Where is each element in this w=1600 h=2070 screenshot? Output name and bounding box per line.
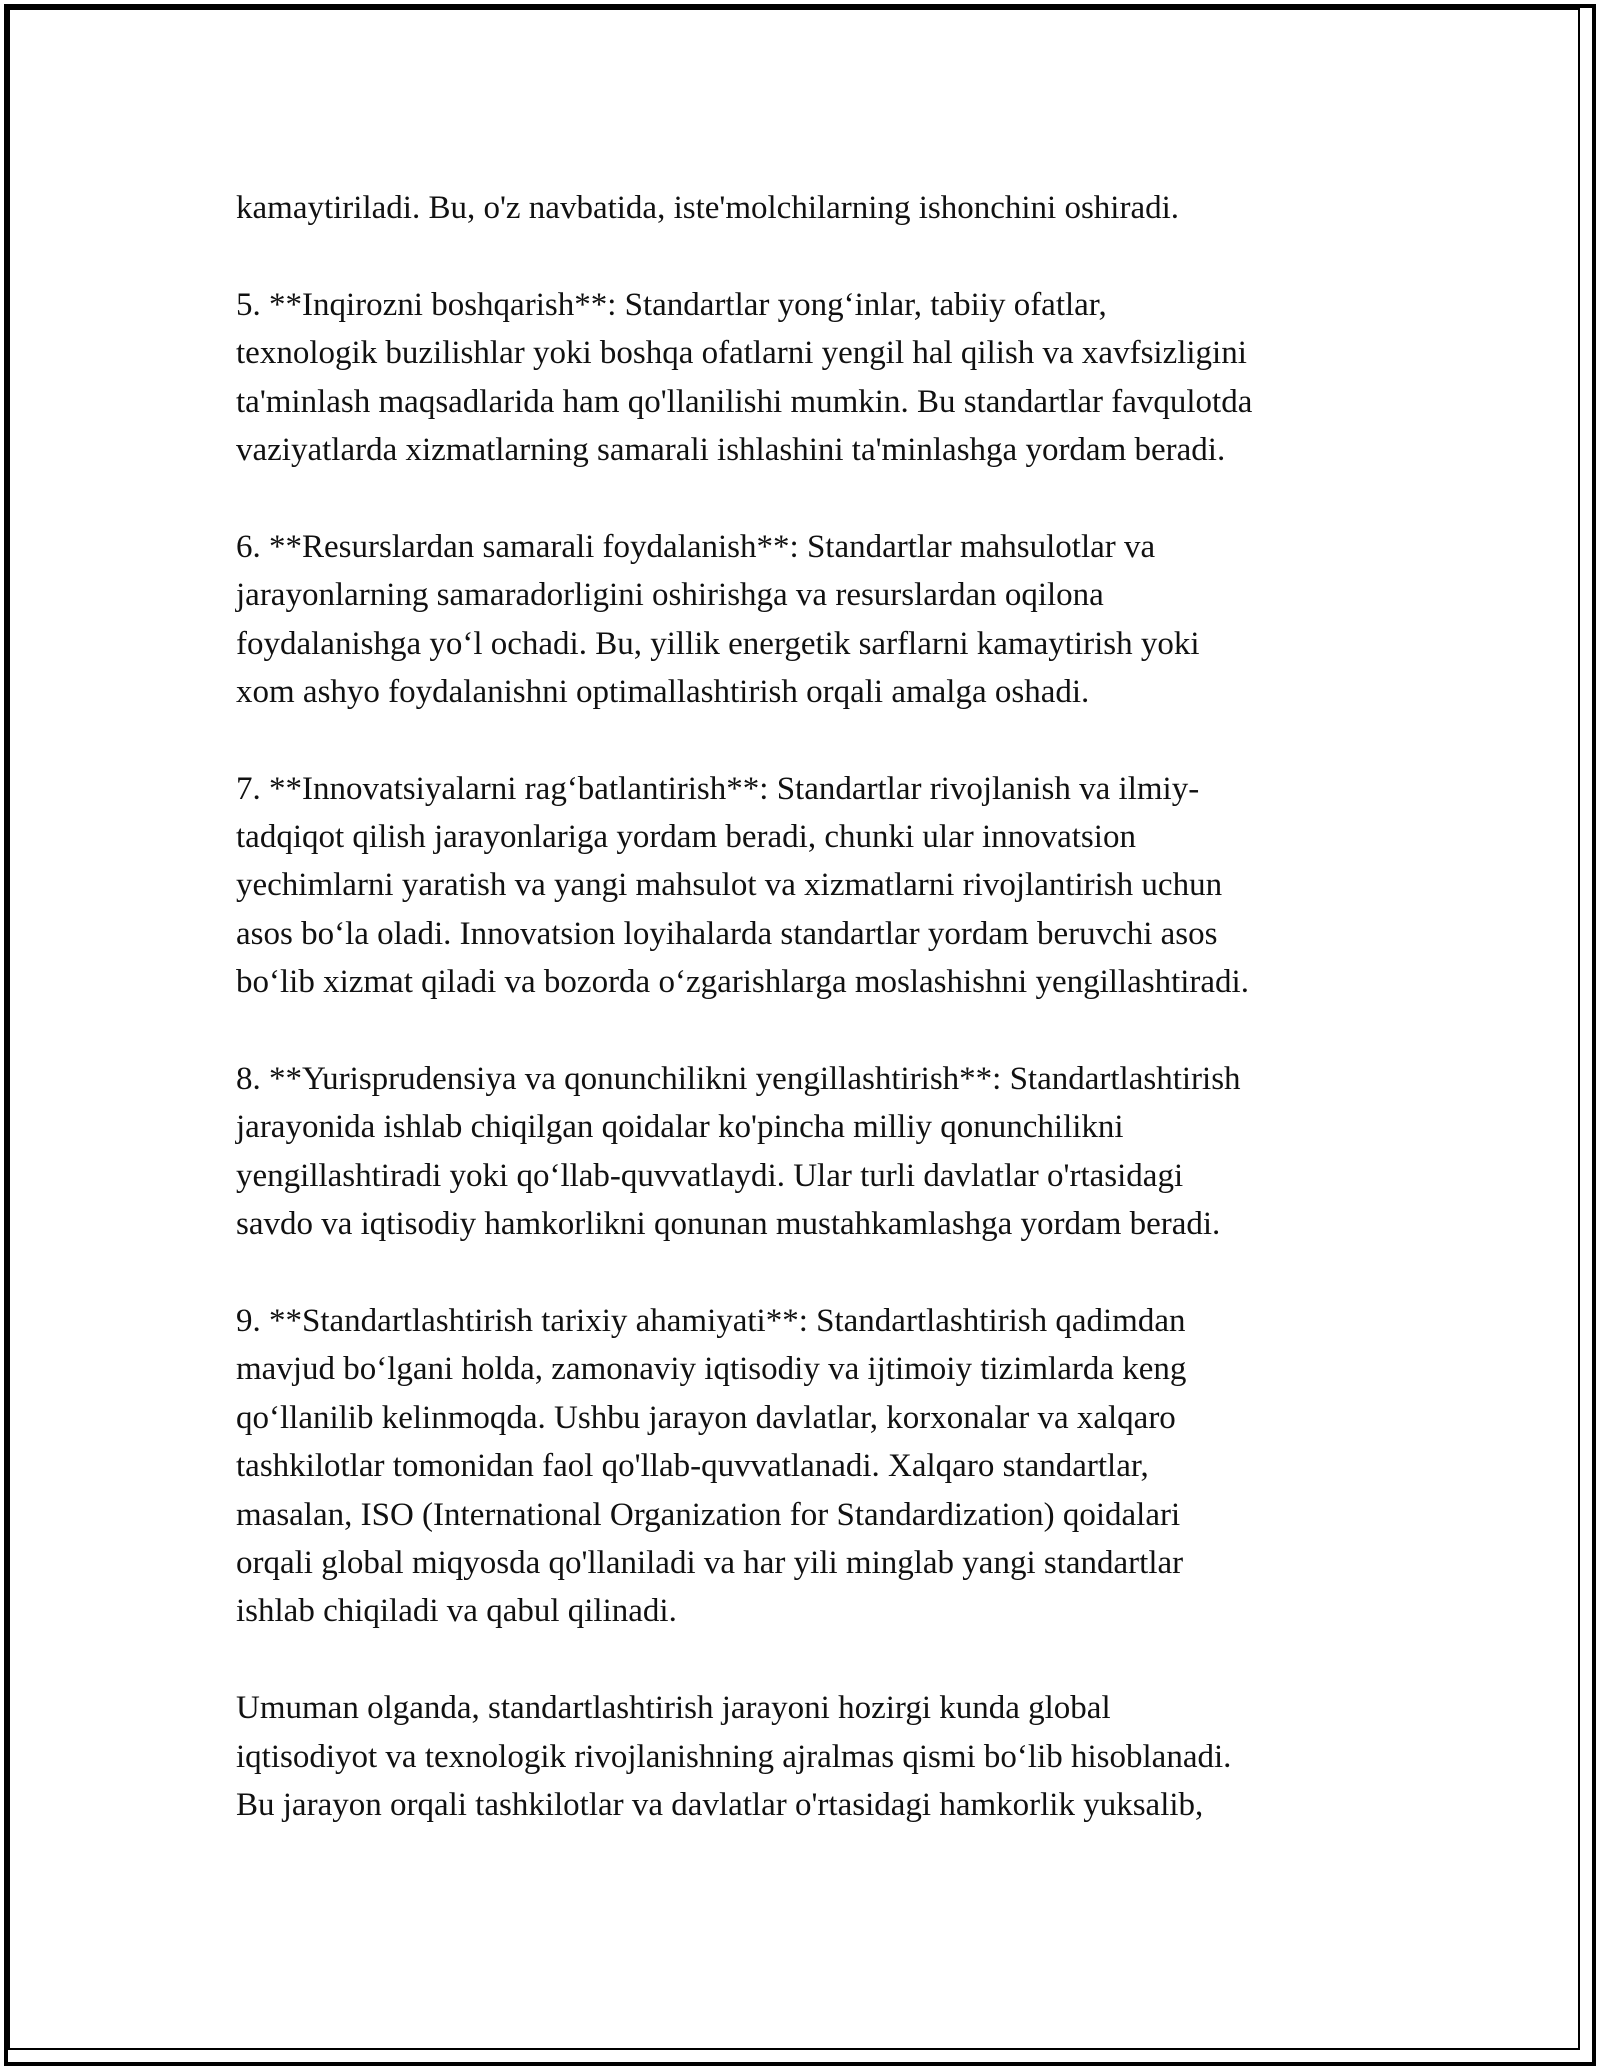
text-line: qo‘llanilib kelinmoqda. Ushbu jarayon davlatlar, korxonalar va xalqaro (236, 1399, 1176, 1436)
text-line: yechimlarni yaratish va yangi mahsulot va xizmatlarni rivojlantirish uchun (236, 867, 1223, 904)
paragraph-spacer (236, 474, 1386, 522)
paragraph (236, 1055, 1386, 1249)
text-line: 6. **Resurslardan samarali foydalanish**: Standartlar mahsulotlar va (236, 528, 1156, 565)
paragraph (236, 1684, 1386, 1829)
text-line: yengillashtiradi yoki qo‘llab-quvvatlaydi. Ular turli davlatlar o'rtasidagi (236, 1157, 1184, 1194)
text-line: 9. **Standartlashtirish tarixiy ahamiyati**: Standartlashtirish qadimdan (236, 1302, 1186, 1339)
paragraph-spacer (236, 232, 1386, 280)
text-line: 5. **Inqirozni boshqarish**: Standartlar yong‘inlar, tabiiy ofatlar, (236, 286, 1107, 323)
paragraph-spacer (236, 1249, 1386, 1297)
paragraph (236, 281, 1386, 475)
paragraph (236, 765, 1386, 1007)
text-line: texnologik buzilishlar yoki boshqa ofatlarni yengil hal qilish va xavfsizligini (236, 335, 1247, 372)
text-line: foydalanishga yo‘l ochadi. Bu, yillik energetik sarflarni kamaytirish yoki (236, 625, 1200, 662)
text-line: jarayonlarning samaradorligini oshirishga va resurslardan oqilona (236, 577, 1104, 614)
text-line: vaziyatlarda xizmatlarning samarali ishlashini ta'minlashga yordam beradi. (236, 431, 1226, 468)
text-line: ishlab chiqiladi va qabul qilinadi. (236, 1593, 677, 1630)
text-line: kamaytiriladi. Bu, o'z navbatida, iste'molchilarning ishonchini oshiradi. (236, 190, 1180, 226)
text-line: orqali global miqyosda qo'llaniladi va har yili minglab yangi standartlar (236, 1544, 1184, 1581)
text-line: savdo va iqtisodiy hamkorlikni qonunan mustahkamlashga yordam beradi. (236, 1206, 1221, 1243)
paragraph (236, 184, 1386, 232)
text-line: mavjud bo‘lgani holda, zamonaviy iqtisodiy va ijtimoiy tizimlarda keng (236, 1351, 1187, 1388)
text-line: asos bo‘la oladi. Innovatsion loyihalarda standartlar yordam beruvchi asos (236, 915, 1218, 952)
paragraph-spacer (236, 1636, 1386, 1684)
text-line: Umuman olganda, standartlashtirish jarayoni hozirgi kunda global (236, 1690, 1111, 1727)
paragraph-spacer (236, 1007, 1386, 1055)
text-line: jarayonida ishlab chiqilgan qoidalar ko'pincha milliy qonunchilikni (236, 1109, 1124, 1146)
text-line: 8. **Yurisprudensiya va qonunchilikni yengillashtirish**: Standartlashtirish (236, 1061, 1241, 1098)
text-line: ta'minlash maqsadlarida ham qo'llanilishi mumkin. Bu standartlar favqulotda (236, 383, 1253, 420)
paragraph-spacer (236, 716, 1386, 764)
text-line: masalan, ISO (International Organization for Standardization) qoidalari (236, 1496, 1181, 1533)
paragraph (236, 1297, 1386, 1636)
paragraph (236, 523, 1386, 717)
text-line: tadqiqot qilish jarayonlariga yordam beradi, chunki ular innovatsion (236, 819, 1136, 856)
text-line: bo‘lib xizmat qiladi va bozorda o‘zgarishlarga moslashishni yengillashtiradi. (236, 964, 1249, 1001)
text-line: 7. **Innovatsiyalarni rag‘batlantirish**: Standartlar rivojlanish va ilmiy- (236, 770, 1200, 807)
document-body (236, 184, 1386, 1829)
text-line: Bu jarayon orqali tashkilotlar va davlatlar o'rtasidagi hamkorlik yuksalib, (236, 1786, 1204, 1823)
text-line: tashkilotlar tomonidan faol qo'llab-quvvatlanadi. Xalqaro standartlar, (236, 1448, 1149, 1485)
text-line: xom ashyo foydalanishni optimallashtirish orqali amalga oshadi. (236, 673, 1090, 710)
text-line: iqtisodiyot va texnologik rivojlanishning ajralmas qismi bo‘lib hisoblanadi. (236, 1738, 1232, 1775)
